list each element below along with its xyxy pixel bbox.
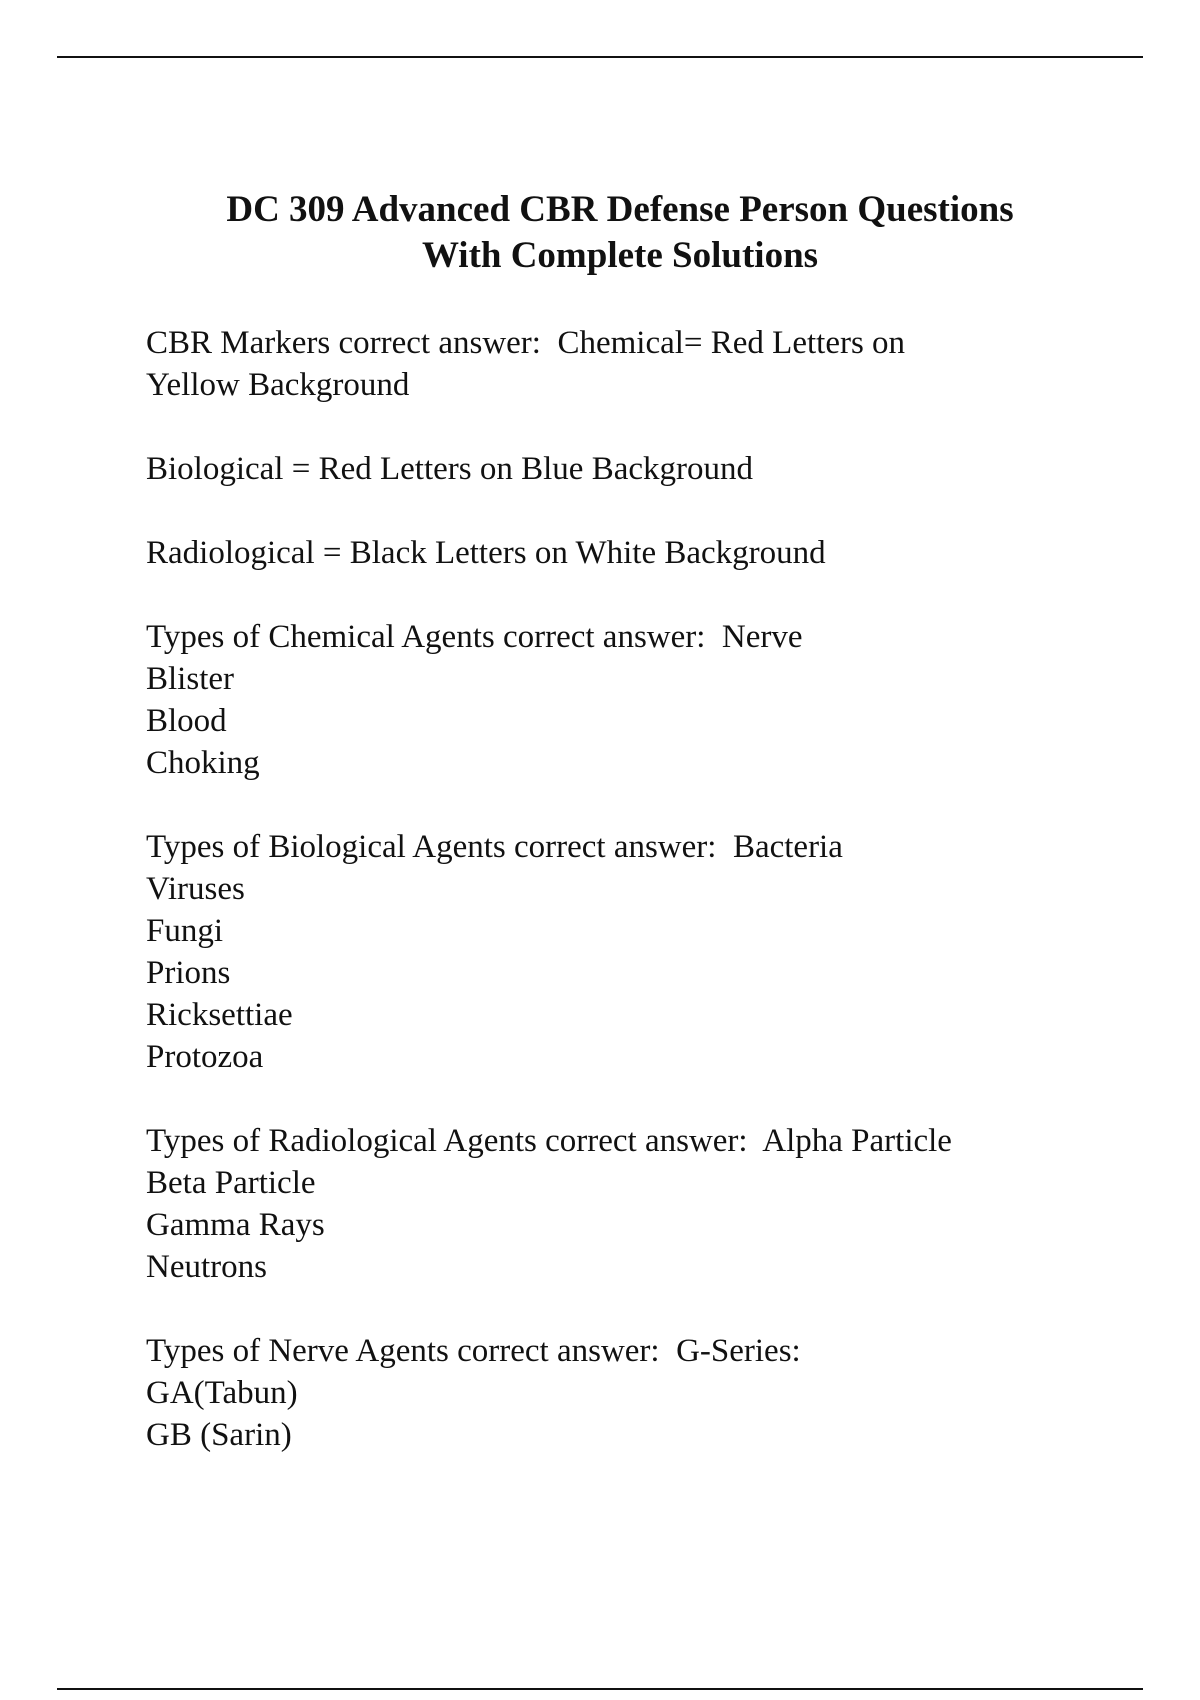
text-line: Types of Chemical Agents correct answer: Nerve <box>146 619 803 655</box>
paragraph-nerve-agents <box>146 1330 1106 1456</box>
title-line-1: DC 309 Advanced CBR Defense Person Questions <box>226 189 1014 230</box>
text-line: Fungi <box>146 913 224 949</box>
paragraph-cbr-markers <box>146 322 1106 406</box>
paragraph-radiological-agents <box>146 1120 1106 1288</box>
paragraph-chemical-agents <box>146 616 1106 784</box>
paragraph-radiological-marker <box>146 532 1106 574</box>
text-line: Types of Biological Agents correct answer: Bacteria <box>146 829 843 865</box>
document-title <box>150 187 1090 279</box>
text-line: Prions <box>146 955 231 991</box>
text-line: Yellow Background <box>146 367 410 403</box>
text-line: Types of Nerve Agents correct answer: G-Series: <box>146 1333 801 1369</box>
paragraph-biological-marker <box>146 448 1106 490</box>
document-body <box>146 322 1106 1456</box>
text-line: Biological = Red Letters on Blue Background <box>146 451 753 487</box>
text-line: Ricksettiae <box>146 997 293 1033</box>
text-line: Choking <box>146 745 260 781</box>
text-line: Beta Particle <box>146 1165 316 1201</box>
text-line: CBR Markers correct answer: Chemical= Red Letters on <box>146 325 906 361</box>
text-line: Blister <box>146 661 234 697</box>
title-line-2: With Complete Solutions <box>421 235 819 276</box>
top-divider <box>57 56 1143 58</box>
text-line: GA(Tabun) <box>146 1375 298 1411</box>
text-line: Radiological = Black Letters on White Background <box>146 535 826 571</box>
text-line: Viruses <box>146 871 245 907</box>
paragraph-biological-agents <box>146 826 1106 1078</box>
bottom-divider <box>57 1688 1143 1690</box>
text-line: Protozoa <box>146 1039 264 1075</box>
text-line: GB (Sarin) <box>146 1417 292 1453</box>
text-line: Gamma Rays <box>146 1207 325 1243</box>
text-line: Blood <box>146 703 227 739</box>
text-line: Neutrons <box>146 1249 267 1285</box>
text-line: Types of Radiological Agents correct answer: Alpha Particle <box>146 1123 952 1159</box>
